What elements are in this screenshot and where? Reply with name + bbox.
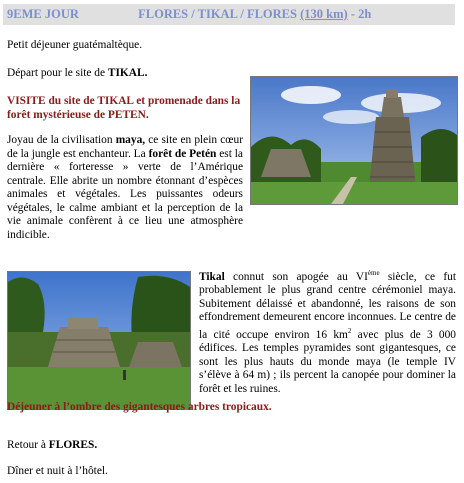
route-distance: (130 km) [300, 7, 348, 21]
return-text: Retour à FLORES. [7, 439, 98, 451]
departure-text: Départ pour le site de TIKAL. [7, 67, 148, 79]
day-header [3, 4, 455, 25]
visit-title: VISITE du site de TIKAL et promenade dans la forêt mystérieuse de PETEN. [7, 95, 241, 121]
lunch-text: Déjeuner à l’ombre des gigantesques arbres tropicaux. [7, 401, 272, 413]
tikal-temple-photo [250, 76, 458, 205]
route-duration: - 2h [350, 7, 372, 21]
tikal-ruins-photo [7, 271, 191, 410]
day-number: 9EME JOUR [7, 7, 79, 21]
breakfast-text: Petit déjeuner guatémaltèque. [7, 39, 143, 51]
jewel-paragraph: Joyau de la civilisation maya, ce site en plein cœur de la jungle est enchanteur. La forêt de Petén est la dernière « forteresse » verte de l’Amérique centrale. Elle abrite un nombre étonnant d’espèces animales et végétales. Les puissantes odeurs végétales, le calme ambiant et la perception de la vie animale confèrent à ce lieu une atmosphère indicible. [7, 134, 243, 241]
night-text: Dîner et nuit à l’hôtel. [7, 465, 108, 477]
route-title: FLORES / TIKAL / FLORES [138, 7, 297, 21]
tikal-paragraph: Tikal connut son apogée au VIème siècle, ce fut probablement le plus grand centre cérémoniel maya. Subitement délaissé et abandonné, les raisons de son effondrement demeurent encore inconnues. Le centre de la cité occupe environ 16 $km^2$ avec plus de 3 000 édifices. Les temples pyramides sont gigantesques, ce sont les plus hauts du monde maya (le temple IV s’élève à 64 m) ; ils percent la canopée pour dominer la forêt et les ruines. [199, 269, 456, 395]
